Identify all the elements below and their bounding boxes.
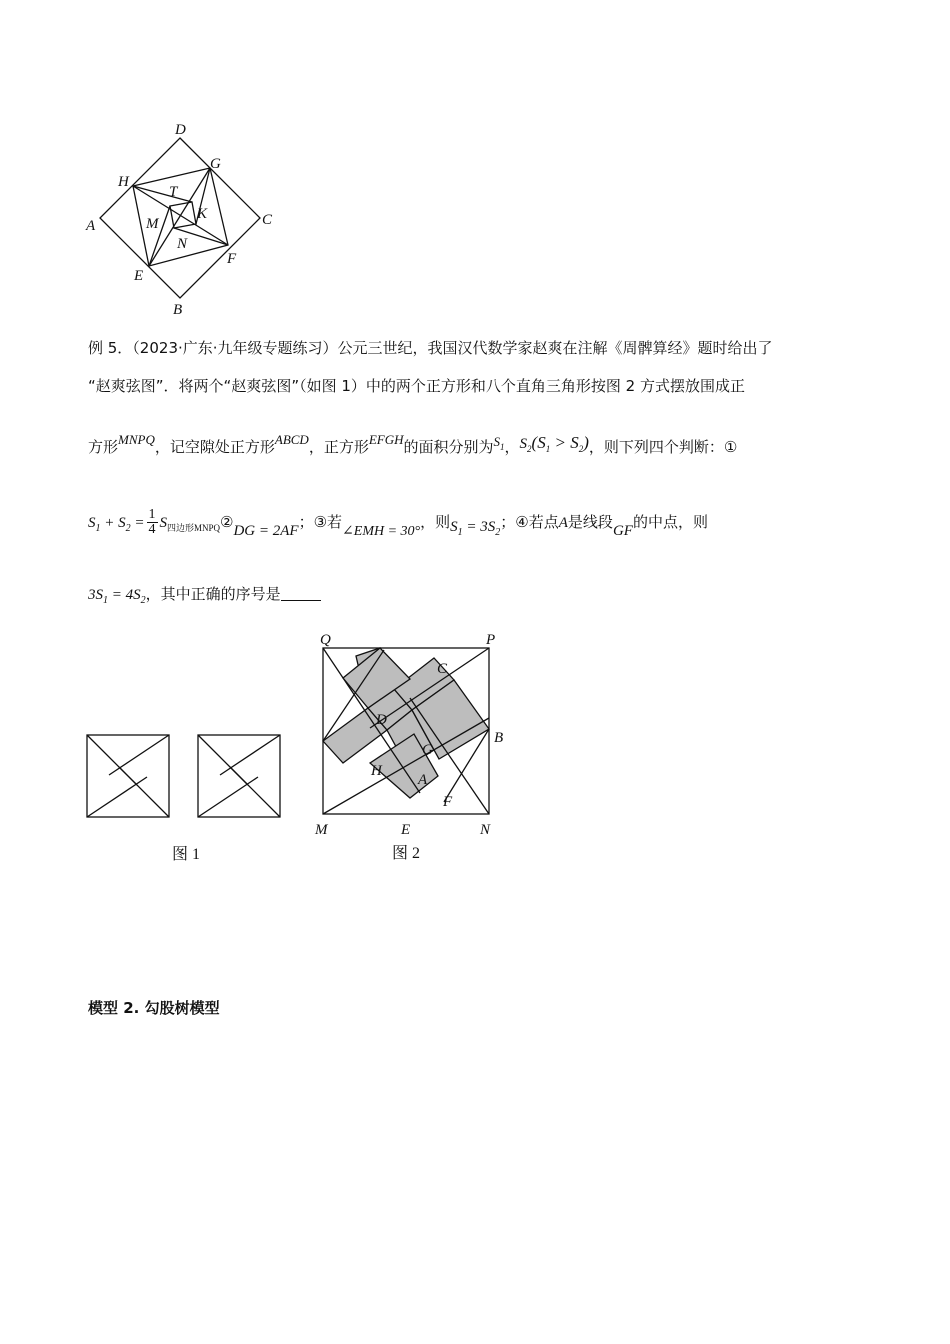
label-c: C — [262, 212, 273, 228]
figure-1-caption: 图 1 — [172, 846, 201, 863]
label-c2: C — [437, 661, 448, 677]
label-g: G — [210, 156, 221, 172]
label-f: F — [227, 251, 237, 267]
label-q: Q — [320, 632, 331, 648]
figure-2-caption: 图 2 — [392, 845, 421, 862]
section-title: 模型 2. 勾股树模型 — [88, 999, 220, 1017]
label-h2: H — [371, 763, 382, 779]
label-e: E — [134, 268, 144, 284]
outer-square-abcd — [100, 138, 260, 298]
label-m2: M — [315, 822, 328, 838]
problem-line-5: $3S_1 = 4S_2$，其中正确的序号是 — [88, 584, 321, 611]
label-d: D — [175, 122, 186, 138]
label-d2: D — [376, 712, 387, 728]
label-t: T — [169, 184, 178, 200]
problem-line-3: 方形MNPQ，记空隙处正方形ABCD，正方形EFGH的面积分别为$S_1$，$S_2(S_1 > S_2)$，则下列四个判断：① — [88, 432, 738, 456]
top-figure — [80, 118, 290, 323]
label-m: M — [146, 216, 159, 232]
label-h: H — [118, 174, 129, 190]
label-a: A — [86, 218, 96, 234]
problem-line-2: “赵爽弦图”．将两个“赵爽弦图”（如图 1）中的两个正方形和八个直角三角形按图 2 方式摆放围成正 — [88, 377, 745, 395]
label-g2: G — [422, 742, 433, 758]
label-b: B — [173, 302, 183, 318]
label-n2: N — [480, 822, 491, 838]
label-k: K — [197, 206, 208, 222]
figure-2 — [310, 628, 520, 868]
label-b2: B — [494, 730, 504, 746]
inner-square-mtkn — [170, 202, 196, 228]
label-f2: F — [443, 794, 453, 810]
figure-1 — [80, 728, 295, 868]
label-a2: A — [418, 772, 428, 788]
label-e2: E — [401, 822, 411, 838]
label-p: P — [486, 632, 496, 648]
answer-blank[interactable] — [281, 586, 321, 601]
problem-line-1: 例 5．（2023·广东·九年级专题练习）公元三世纪，我国汉代数学家赵爽在注解《周髀算经》题时给出了 — [88, 339, 773, 357]
problem-line-4: $S_1 + S_2$ = $\frac{1}{4}$ $S_{四边形MNPQ}②DG = 2AF$；③若∠EMH = 30°，则$S_1 = 3S_2$；④若点A是线段GF的中点，则 — [88, 507, 708, 539]
label-n: N — [177, 236, 188, 252]
